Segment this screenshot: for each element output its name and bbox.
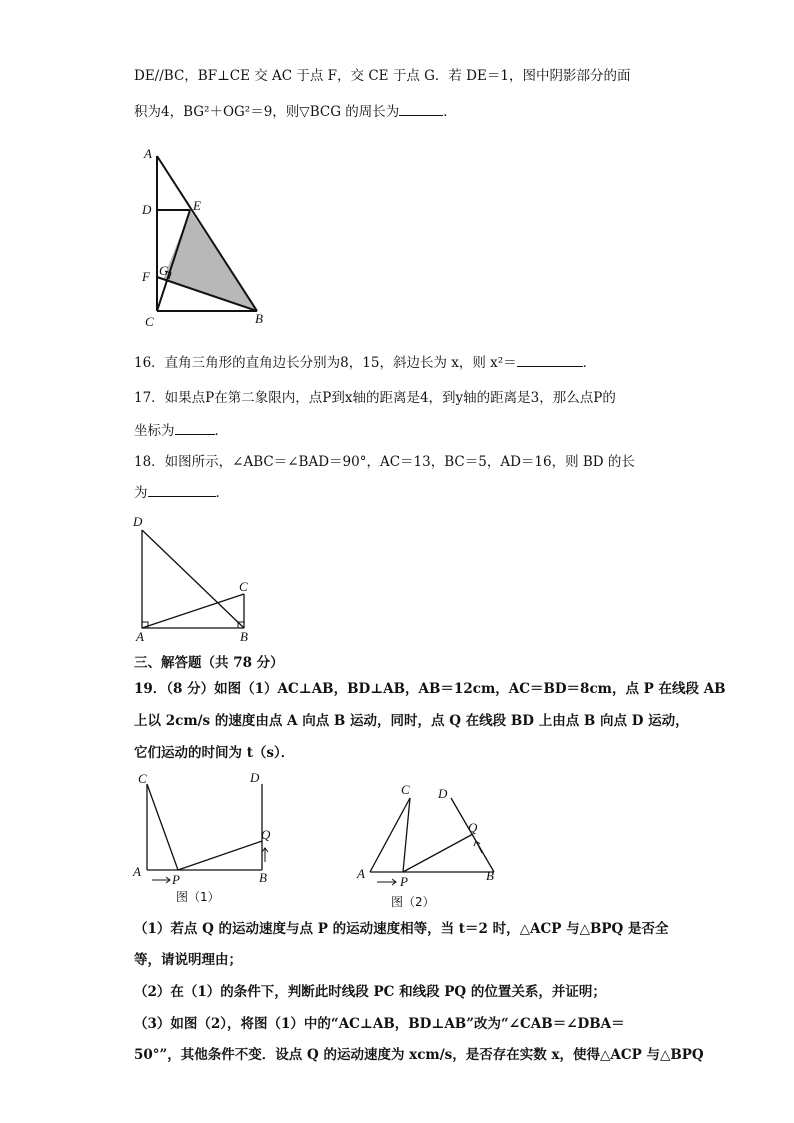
q18-end: ． [215, 485, 229, 501]
q19-line3: 它们运动的时间为 t（s）． [134, 745, 295, 761]
label-C: C [401, 782, 410, 797]
answer-blank[interactable] [148, 484, 216, 497]
q16-end: ． [582, 355, 597, 371]
q19-line2: 上以 2cm/s 的速度由点 A 向点 B 运动，同时，点 Q 在线段 BD 上由点 B 向点 D 运动， [134, 713, 689, 729]
segment-PQ [403, 834, 473, 872]
q18-line2 [134, 484, 229, 502]
label-C: C [138, 771, 147, 786]
q18-figure [130, 512, 260, 647]
q19-sub1-line2: 等，请说明理由； [134, 952, 242, 968]
label-B: B [240, 629, 248, 644]
label-B: B [486, 868, 494, 883]
q18-line1: 18．如图所示，∠ABC＝∠BAD＝90°，AC＝13，BC＝5，AD＝16，则 BD 的长 [134, 454, 635, 470]
label-A: A [133, 864, 141, 879]
segment-DB [142, 530, 244, 628]
label-D: D [250, 770, 260, 785]
label-D: D [133, 514, 143, 529]
q15-line2 [134, 103, 457, 121]
q17-line2 [134, 422, 228, 440]
q15-line1: DE//BC，BF⊥CE 交 AC 于点 F，交 CE 于点 G．若 DE＝1，图中阴影部分的面 [134, 68, 631, 84]
q15-end: ． [443, 104, 457, 120]
q15-line2-text: 积为4，BG²＋OG²＝9，则▽BCG 的周长为 [134, 104, 400, 120]
label-P: P [400, 874, 408, 889]
q19-sub3-line1: （3）如图（2），将图（1）中的“AC⊥AB，BD⊥AB”改为“∠CAB＝∠DBA＝ [134, 1016, 625, 1032]
q19-figure-2 [352, 778, 507, 913]
section-title: 三、解答题（共 78 分） [134, 655, 284, 671]
q15-figure [130, 140, 280, 335]
q19-sub1-line1: （1）若点 Q 的运动速度与点 P 的运动速度相等，当 t＝2 时，△ACP 与△BPQ 是否全 [134, 921, 669, 937]
label-A: A [136, 629, 144, 644]
q19-sub3-line2: 50°”，其他条件不变．设点 Q 的运动速度为 xcm/s，是否存在实数 x，使得△ACP 与△BPQ [134, 1047, 704, 1063]
label-C: C [239, 579, 248, 594]
label-A: A [357, 866, 365, 881]
answer-blank[interactable] [399, 103, 443, 116]
q16-text: 16．直角三角形的直角边长分别为8，15，斜边长为 x，则 x²＝ [134, 355, 517, 371]
q17-line1: 17．如果点P在第二象限内，点P到x轴的距离是4，到y轴的距离是3，那么点P的 [134, 390, 616, 406]
q19-sub2: （2）在（1）的条件下，判断此时线段 PC 和线段 PQ 的位置关系，并证明； [134, 984, 606, 1000]
answer-blank[interactable] [175, 422, 215, 435]
label-F: F [142, 269, 150, 284]
label-B: B [255, 311, 263, 326]
label-G: G [159, 263, 169, 278]
q17-text: 坐标为 [134, 423, 175, 439]
q18-text: 为 [134, 485, 148, 501]
label-E: E [193, 198, 201, 213]
label-P: P [172, 872, 180, 887]
segment-AC [142, 594, 244, 628]
q16-line [134, 354, 596, 372]
q17-end: ． [214, 423, 228, 439]
answer-blank[interactable] [517, 354, 583, 367]
figure-caption: 图（2） [391, 895, 435, 909]
label-D: D [142, 202, 152, 217]
q19-line1: 19．（8 分）如图（1）AC⊥AB，BD⊥AB，AB＝12cm，AC＝BD＝8cm，点 P 在线段 AB [134, 681, 726, 697]
q19-figure-1 [130, 766, 280, 908]
segment-CP [147, 784, 178, 870]
label-B: B [259, 870, 267, 885]
label-A: A [144, 146, 152, 161]
label-D: D [438, 786, 448, 801]
label-Q: Q [468, 820, 478, 835]
segment-PQ [178, 841, 262, 870]
figure-caption: 图（1） [176, 890, 220, 904]
label-C: C [145, 314, 154, 329]
label-Q: Q [261, 827, 271, 842]
